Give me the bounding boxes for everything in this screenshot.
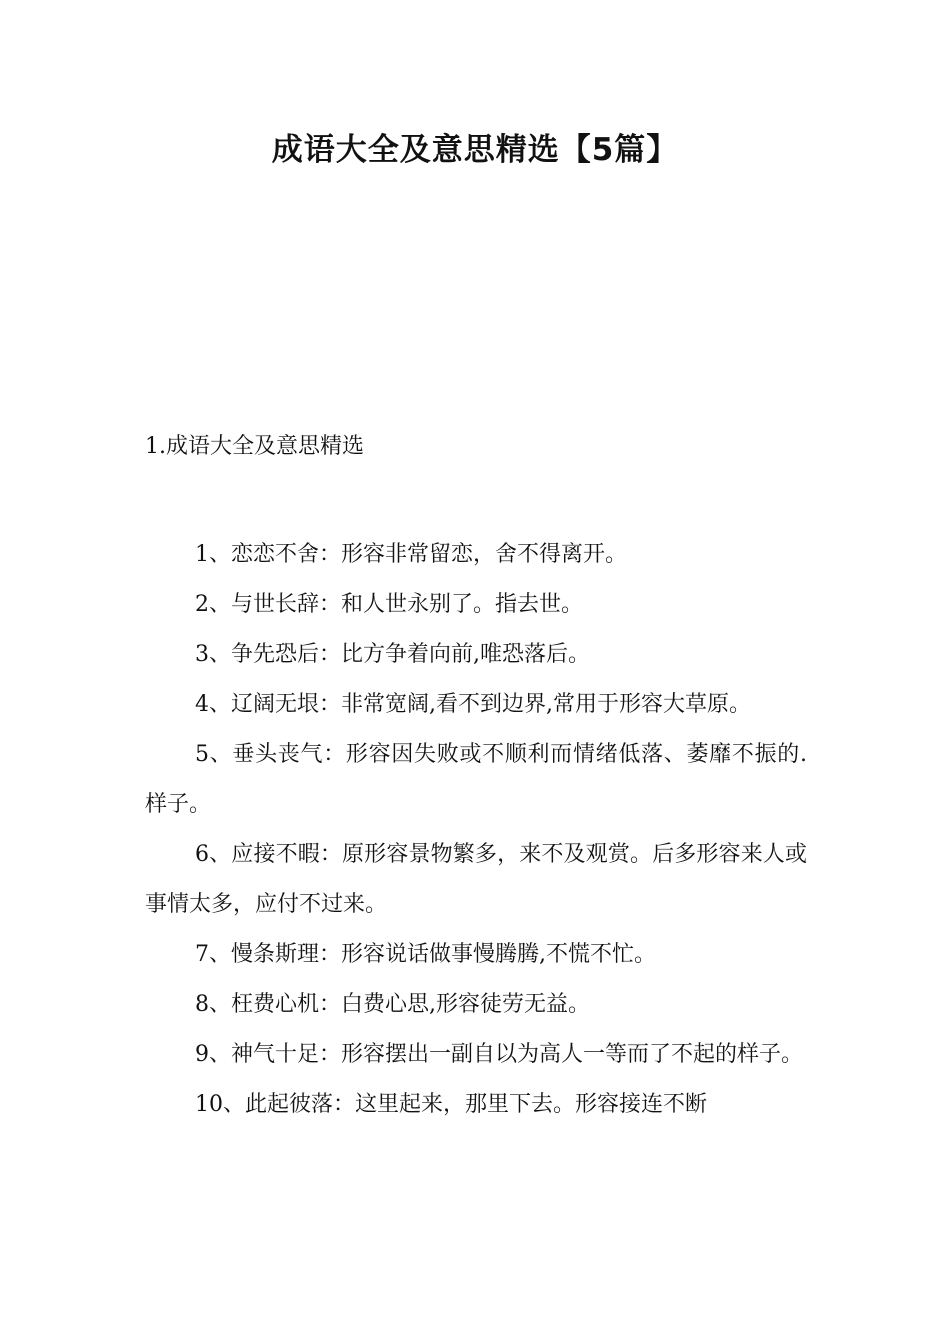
idiom-entry: 5、垂头丧气：形容因失败或不顺利而情绪低落、萎靡不振的.样子。 xyxy=(145,742,807,817)
idiom-entry: 2、与世长辞：和人世永别了。指去世。 xyxy=(195,592,583,617)
idiom-entry: 6、应接不暇：原形容景物繁多，来不及观赏。后多形容来人或事情太多，应付不过来。 xyxy=(145,842,807,917)
idiom-entry: 1、恋恋不舍：形容非常留恋，舍不得离开。 xyxy=(195,542,627,567)
idiom-entry: 8、枉费心机：白费心思,形容徒劳无益。 xyxy=(195,992,590,1017)
idiom-entry: 7、慢条斯理：形容说话做事慢腾腾,不慌不忙。 xyxy=(195,942,656,967)
idiom-list xyxy=(145,530,807,1130)
document-title: 成语大全及意思精选【5篇】 xyxy=(271,132,679,168)
idiom-entry: 10、此起彼落：这里起来，那里下去。形容接连不断 xyxy=(195,1092,707,1117)
idiom-entry: 3、争先恐后：比方争着向前,唯恐落后。 xyxy=(195,642,590,667)
section-heading: 1.成语大全及意思精选 xyxy=(145,434,364,459)
idiom-entry: 9、神气十足：形容摆出一副自以为高人一等而了不起的样子。 xyxy=(195,1042,803,1067)
idiom-entry: 4、辽阔无垠：非常宽阔,看不到边界,常用于形容大草原。 xyxy=(195,692,751,717)
